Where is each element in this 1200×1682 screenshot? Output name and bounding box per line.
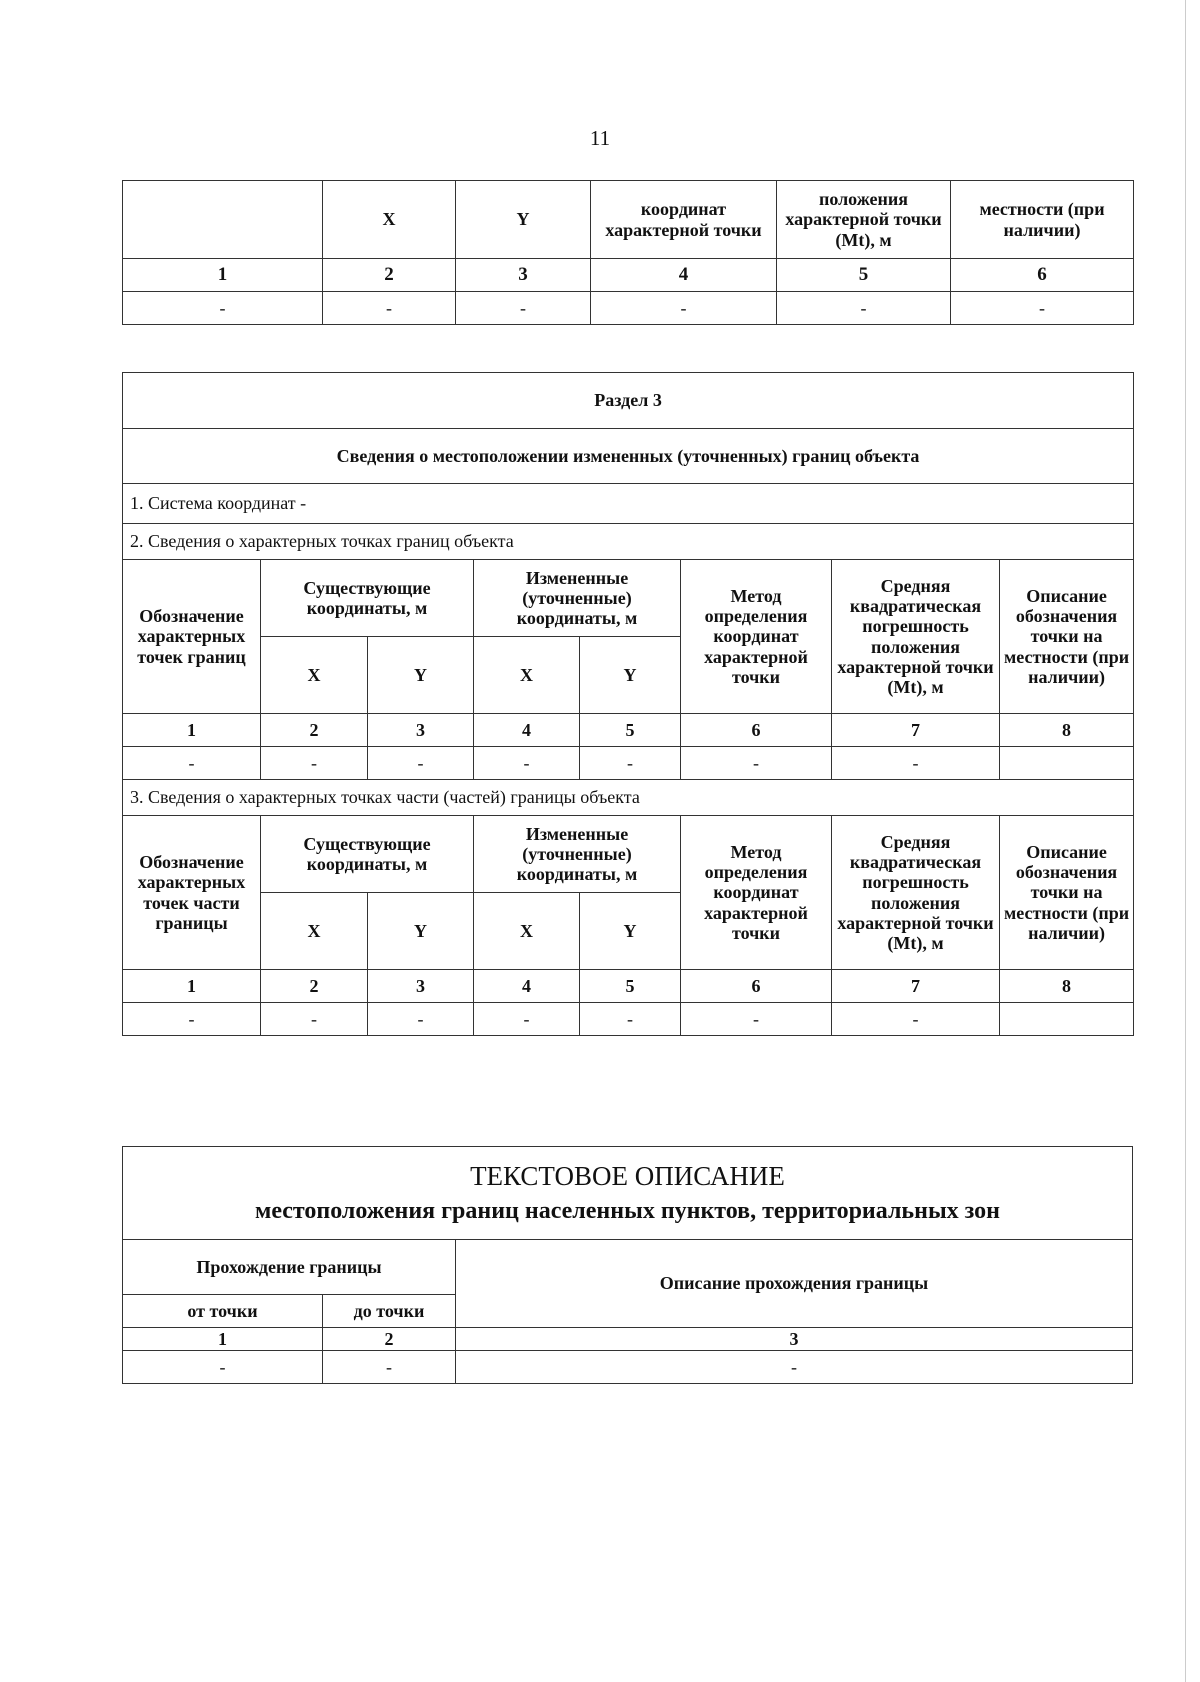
table-row xyxy=(123,1351,1133,1384)
header-cell: X xyxy=(474,893,580,970)
section-title: Раздел 3 xyxy=(123,373,1134,429)
header-cell: X xyxy=(261,637,368,714)
column-number: 2 xyxy=(323,1328,456,1351)
table-cell: - xyxy=(368,1003,474,1036)
header-cell: Описание обозначения точки на местности (при наличии) xyxy=(1000,560,1134,714)
column-number: 2 xyxy=(261,970,368,1003)
table-cell: - xyxy=(951,292,1134,325)
table-cell: - xyxy=(456,292,591,325)
section-subtitle: Сведения о местоположении измененных (уточненных) границ объекта xyxy=(123,429,1134,484)
column-number: 4 xyxy=(474,970,580,1003)
column-number: 3 xyxy=(456,259,591,292)
header-cell: Прохождение границы xyxy=(123,1240,456,1295)
column-number: 6 xyxy=(951,259,1134,292)
table-cell xyxy=(1000,747,1134,780)
table-row xyxy=(123,292,1134,325)
text-description-heading xyxy=(123,1147,1133,1240)
column-number: 8 xyxy=(1000,970,1134,1003)
table-header-row xyxy=(123,181,1134,259)
header-cell: Y xyxy=(368,893,474,970)
section-3-table xyxy=(122,372,1134,1036)
column-number: 3 xyxy=(368,970,474,1003)
table-cell: - xyxy=(832,1003,1000,1036)
column-number: 7 xyxy=(832,714,1000,747)
column-number: 3 xyxy=(368,714,474,747)
column-number-row xyxy=(123,259,1134,292)
table-row xyxy=(123,1003,1134,1036)
table-cell: - xyxy=(123,1003,261,1036)
header-cell: положения характерной точки (Mt), м xyxy=(777,181,951,259)
table-cell: - xyxy=(474,1003,580,1036)
scan-margin-line xyxy=(1185,0,1186,1682)
table-header-row xyxy=(123,560,1134,637)
column-number: 6 xyxy=(681,714,832,747)
header-cell: Измененные (уточненные) координаты, м xyxy=(474,560,681,637)
header-cell xyxy=(123,181,323,259)
table-cell: - xyxy=(261,747,368,780)
table-cell: - xyxy=(323,1351,456,1384)
header-cell: Метод определения координат характерной точки xyxy=(681,816,832,970)
continued-table xyxy=(122,180,1134,325)
header-cell: Существующие координаты, м xyxy=(261,816,474,893)
table-cell: - xyxy=(591,292,777,325)
table-cell: - xyxy=(123,292,323,325)
header-cell: X xyxy=(323,181,456,259)
column-number: 1 xyxy=(123,714,261,747)
column-number: 8 xyxy=(1000,714,1134,747)
table-row xyxy=(123,747,1134,780)
column-number: 1 xyxy=(123,259,323,292)
column-number: 5 xyxy=(777,259,951,292)
header-cell: Обозначение характерных точек границ xyxy=(123,560,261,714)
table-cell: - xyxy=(580,747,681,780)
header-cell: X xyxy=(261,893,368,970)
parts-subsection-title: 3. Сведения о характерных точках части (частей) границы объекта xyxy=(123,780,1134,816)
header-cell: местности (при наличии) xyxy=(951,181,1134,259)
header-cell: от точки xyxy=(123,1295,323,1328)
header-cell: Измененные (уточненные) координаты, м xyxy=(474,816,681,893)
table-cell: - xyxy=(777,292,951,325)
table-cell xyxy=(1000,1003,1134,1036)
table-cell: - xyxy=(368,747,474,780)
column-number: 6 xyxy=(681,970,832,1003)
column-number: 1 xyxy=(123,970,261,1003)
header-cell: Описание обозначения точки на местности (при наличии) xyxy=(1000,816,1134,970)
coordinate-system: 1. Система координат - xyxy=(123,484,1134,524)
table-cell: - xyxy=(681,1003,832,1036)
table-cell: - xyxy=(580,1003,681,1036)
header-cell: Y xyxy=(580,893,681,970)
text-description-subtitle: местоположения границ населенных пунктов, территориальных зон xyxy=(254,1197,1001,1224)
header-cell: Средняя квадратическая погрешность положения характерной точки (Mt), м xyxy=(832,560,1000,714)
table-cell: - xyxy=(323,292,456,325)
header-cell: Существующие координаты, м xyxy=(261,560,474,637)
table-header-row xyxy=(123,816,1134,893)
table-cell: - xyxy=(261,1003,368,1036)
table-cell: - xyxy=(832,747,1000,780)
table-header-row xyxy=(123,1240,1133,1295)
column-number: 2 xyxy=(261,714,368,747)
header-cell: Y xyxy=(368,637,474,714)
column-number: 4 xyxy=(591,259,777,292)
column-number: 2 xyxy=(323,259,456,292)
column-number-row xyxy=(123,714,1134,747)
text-description-title: ТЕКСТОВОЕ ОПИСАНИЕ xyxy=(470,1161,785,1192)
header-cell: Метод определения координат характерной точки xyxy=(681,560,832,714)
header-cell: X xyxy=(474,637,580,714)
table-cell: - xyxy=(474,747,580,780)
text-description-table xyxy=(122,1146,1133,1384)
column-number-row xyxy=(123,970,1134,1003)
header-cell: Средняя квадратическая погрешность положения характерной точки (Mt), м xyxy=(832,816,1000,970)
column-number: 7 xyxy=(832,970,1000,1003)
column-number: 5 xyxy=(580,714,681,747)
table-cell: - xyxy=(123,1351,323,1384)
column-number: 4 xyxy=(474,714,580,747)
column-number: 5 xyxy=(580,970,681,1003)
column-number: 3 xyxy=(456,1328,1133,1351)
header-cell: Y xyxy=(456,181,591,259)
points-subsection-title: 2. Сведения о характерных точках границ объекта xyxy=(123,524,1134,560)
table-cell: - xyxy=(681,747,832,780)
header-cell: Обозначение характерных точек части границы xyxy=(123,816,261,970)
page-number: 11 xyxy=(589,126,611,150)
header-cell: координат характерной точки xyxy=(591,181,777,259)
header-cell: Y xyxy=(580,637,681,714)
column-number: 1 xyxy=(123,1328,323,1351)
header-cell: до точки xyxy=(323,1295,456,1328)
header-cell: Описание прохождения границы xyxy=(456,1240,1133,1328)
table-cell: - xyxy=(123,747,261,780)
table-cell: - xyxy=(456,1351,1133,1384)
column-number-row xyxy=(123,1328,1133,1351)
